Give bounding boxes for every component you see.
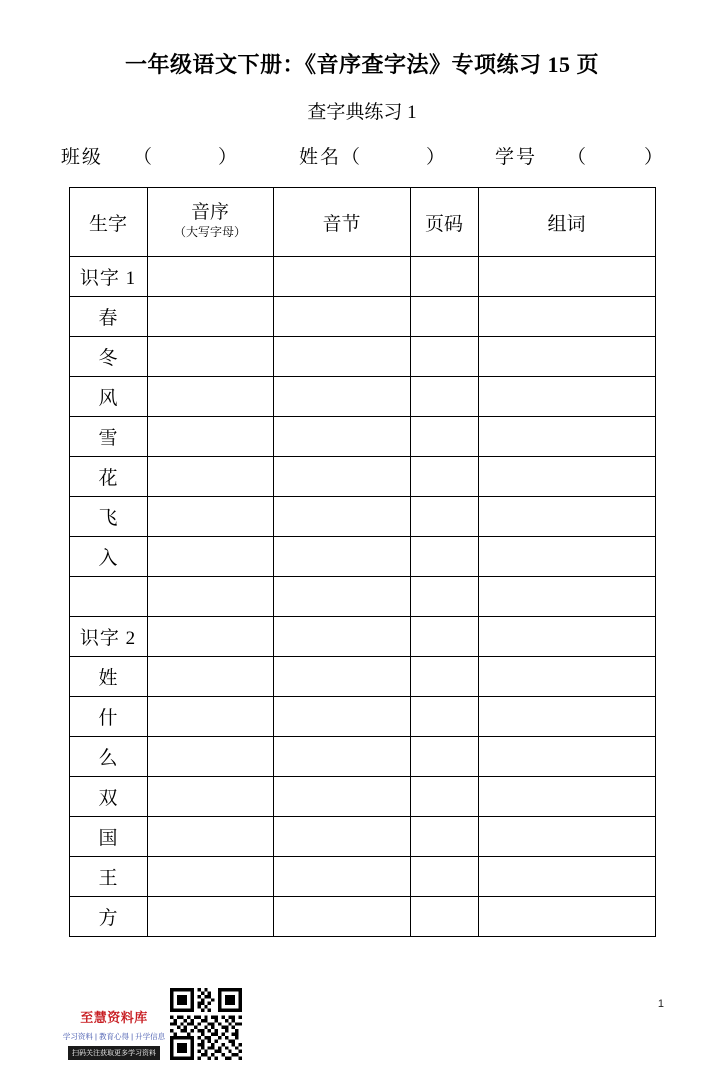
name-paren-open: （ bbox=[340, 147, 360, 168]
cell-words[interactable] bbox=[478, 257, 655, 297]
cell-yinxu[interactable] bbox=[147, 817, 273, 857]
cell-yinjie[interactable] bbox=[273, 897, 410, 937]
cell-yinxu[interactable] bbox=[147, 857, 273, 897]
cell-char: 冬 bbox=[69, 337, 147, 377]
cell-words[interactable] bbox=[478, 377, 655, 417]
cell-char: 国 bbox=[69, 817, 147, 857]
cell-char: 飞 bbox=[69, 497, 147, 537]
cell-yinjie[interactable] bbox=[273, 457, 410, 497]
cell-page[interactable] bbox=[410, 497, 478, 537]
cell-yinjie[interactable] bbox=[273, 337, 410, 377]
cell-yinjie[interactable] bbox=[273, 737, 410, 777]
cell-page[interactable] bbox=[410, 417, 478, 457]
cell-yinxu[interactable] bbox=[147, 897, 273, 937]
cell-page[interactable] bbox=[410, 297, 478, 337]
name-paren-close: ） bbox=[426, 147, 446, 168]
cell-words[interactable] bbox=[478, 777, 655, 817]
cell-yinjie[interactable] bbox=[273, 817, 410, 857]
cell-page[interactable] bbox=[410, 777, 478, 817]
qr-code-icon bbox=[170, 988, 242, 1060]
column-header-yinxu-note: （大写字母） bbox=[173, 225, 246, 240]
footer-watermark bbox=[62, 988, 242, 1060]
cell-words[interactable] bbox=[478, 497, 655, 537]
name-field bbox=[299, 142, 445, 169]
cell-words[interactable] bbox=[478, 897, 655, 937]
cell-yinxu[interactable] bbox=[147, 577, 273, 617]
cell-yinxu[interactable] bbox=[147, 697, 273, 737]
cell-yinxu[interactable] bbox=[147, 417, 273, 457]
cell-words[interactable] bbox=[478, 857, 655, 897]
page-subtitle: 查字典练习 1 bbox=[307, 102, 417, 123]
table-header-row bbox=[69, 188, 655, 257]
table-row bbox=[69, 377, 655, 417]
worksheet-page bbox=[0, 48, 724, 1072]
column-header-yinxu-main: 音序 bbox=[190, 201, 229, 223]
cell-yinxu[interactable] bbox=[147, 257, 273, 297]
cell-words[interactable] bbox=[478, 617, 655, 657]
cell-char: 识字 1 bbox=[69, 257, 147, 297]
class-label: 班级 bbox=[60, 147, 103, 168]
class-paren-open: （ bbox=[132, 147, 152, 168]
cell-char: 风 bbox=[69, 377, 147, 417]
cell-words[interactable] bbox=[478, 537, 655, 577]
cell-yinjie[interactable] bbox=[273, 857, 410, 897]
table-row bbox=[69, 337, 655, 377]
table-header bbox=[69, 188, 655, 257]
cell-page[interactable] bbox=[410, 737, 478, 777]
cell-yinjie[interactable] bbox=[273, 497, 410, 537]
cell-words[interactable] bbox=[478, 417, 655, 457]
cell-char: 花 bbox=[69, 457, 147, 497]
cell-yinxu[interactable] bbox=[147, 617, 273, 657]
table-row bbox=[69, 537, 655, 577]
cell-char: 王 bbox=[69, 857, 147, 897]
cell-yinxu[interactable] bbox=[147, 497, 273, 537]
cell-yinxu[interactable] bbox=[147, 337, 273, 377]
cell-page[interactable] bbox=[410, 617, 478, 657]
column-header-yinjie: 音节 bbox=[273, 188, 410, 257]
table-row bbox=[69, 777, 655, 817]
cell-char: 方 bbox=[69, 897, 147, 937]
table-row bbox=[69, 857, 655, 897]
table-row bbox=[69, 297, 655, 337]
cell-char bbox=[69, 577, 147, 617]
cell-yinxu[interactable] bbox=[147, 657, 273, 697]
cell-page[interactable] bbox=[410, 857, 478, 897]
cell-yinjie[interactable] bbox=[273, 697, 410, 737]
cell-yinxu[interactable] bbox=[147, 537, 273, 577]
table-row bbox=[69, 417, 655, 457]
cell-char: 姓 bbox=[69, 657, 147, 697]
cell-char: 入 bbox=[69, 537, 147, 577]
page-number: 1 bbox=[657, 998, 664, 1010]
brand-scan-bar: 扫码关注获取更多学习资料 bbox=[68, 1046, 160, 1060]
cell-yinjie[interactable] bbox=[273, 297, 410, 337]
column-header-page: 页码 bbox=[410, 188, 478, 257]
cell-char: 春 bbox=[69, 297, 147, 337]
cell-yinxu[interactable] bbox=[147, 297, 273, 337]
cell-page[interactable] bbox=[410, 257, 478, 297]
cell-yinjie[interactable] bbox=[273, 617, 410, 657]
column-header-yinxu bbox=[147, 188, 273, 257]
student-id-paren-close: ） bbox=[644, 147, 664, 168]
cell-words[interactable] bbox=[478, 337, 655, 377]
table-row bbox=[69, 737, 655, 777]
cell-yinjie[interactable] bbox=[273, 377, 410, 417]
cell-char: 识字 2 bbox=[69, 617, 147, 657]
brand-block bbox=[62, 1007, 166, 1060]
cell-words[interactable] bbox=[478, 297, 655, 337]
cell-words[interactable] bbox=[478, 697, 655, 737]
student-id-field bbox=[495, 142, 663, 169]
cell-yinjie[interactable] bbox=[273, 657, 410, 697]
cell-page[interactable] bbox=[410, 537, 478, 577]
cell-words[interactable] bbox=[478, 457, 655, 497]
cell-page[interactable] bbox=[410, 457, 478, 497]
cell-yinxu[interactable] bbox=[147, 737, 273, 777]
cell-page[interactable] bbox=[410, 577, 478, 617]
table-row bbox=[69, 257, 655, 297]
cell-page[interactable] bbox=[410, 697, 478, 737]
cell-yinxu[interactable] bbox=[147, 777, 273, 817]
class-paren-close: ） bbox=[217, 147, 237, 168]
cell-page[interactable] bbox=[410, 337, 478, 377]
cell-yinxu[interactable] bbox=[147, 457, 273, 497]
cell-char: 什 bbox=[69, 697, 147, 737]
table-row bbox=[69, 817, 655, 857]
cell-page[interactable] bbox=[410, 817, 478, 857]
column-header-char: 生字 bbox=[69, 188, 147, 257]
cell-yinjie[interactable] bbox=[273, 537, 410, 577]
table-row bbox=[69, 497, 655, 537]
brand-subtitle: 学习资料 | 教育心得 | 升学信息 bbox=[62, 1032, 166, 1041]
dictionary-practice-table bbox=[69, 187, 656, 937]
table-row bbox=[69, 617, 655, 657]
class-field bbox=[61, 142, 237, 169]
cell-yinjie[interactable] bbox=[273, 577, 410, 617]
column-header-words: 组词 bbox=[478, 188, 655, 257]
cell-char: 雪 bbox=[69, 417, 147, 457]
cell-words[interactable] bbox=[478, 577, 655, 617]
cell-page[interactable] bbox=[410, 657, 478, 697]
cell-words[interactable] bbox=[478, 657, 655, 697]
table-row bbox=[69, 457, 655, 497]
table-row bbox=[69, 577, 655, 617]
cell-page[interactable] bbox=[410, 377, 478, 417]
name-label: 姓名 bbox=[298, 147, 341, 168]
cell-char: 么 bbox=[69, 737, 147, 777]
cell-yinjie[interactable] bbox=[273, 777, 410, 817]
brand-name: 至慧资料库 bbox=[80, 1010, 148, 1025]
cell-yinjie[interactable] bbox=[273, 417, 410, 457]
student-info-line bbox=[0, 142, 724, 169]
cell-page[interactable] bbox=[410, 897, 478, 937]
table-row bbox=[69, 897, 655, 937]
qr-code-svg bbox=[170, 988, 242, 1060]
cell-char: 双 bbox=[69, 777, 147, 817]
table-row bbox=[69, 697, 655, 737]
table-body bbox=[69, 257, 655, 937]
cell-words[interactable] bbox=[478, 737, 655, 777]
student-id-label: 学号 bbox=[495, 147, 538, 168]
cell-yinjie[interactable] bbox=[273, 257, 410, 297]
student-id-paren-open: （ bbox=[567, 147, 587, 168]
cell-yinxu[interactable] bbox=[147, 377, 273, 417]
page-title: 一年级语文下册：《音序查字法》专项练习 15 页 bbox=[124, 52, 599, 77]
table-row bbox=[69, 657, 655, 697]
cell-words[interactable] bbox=[478, 817, 655, 857]
